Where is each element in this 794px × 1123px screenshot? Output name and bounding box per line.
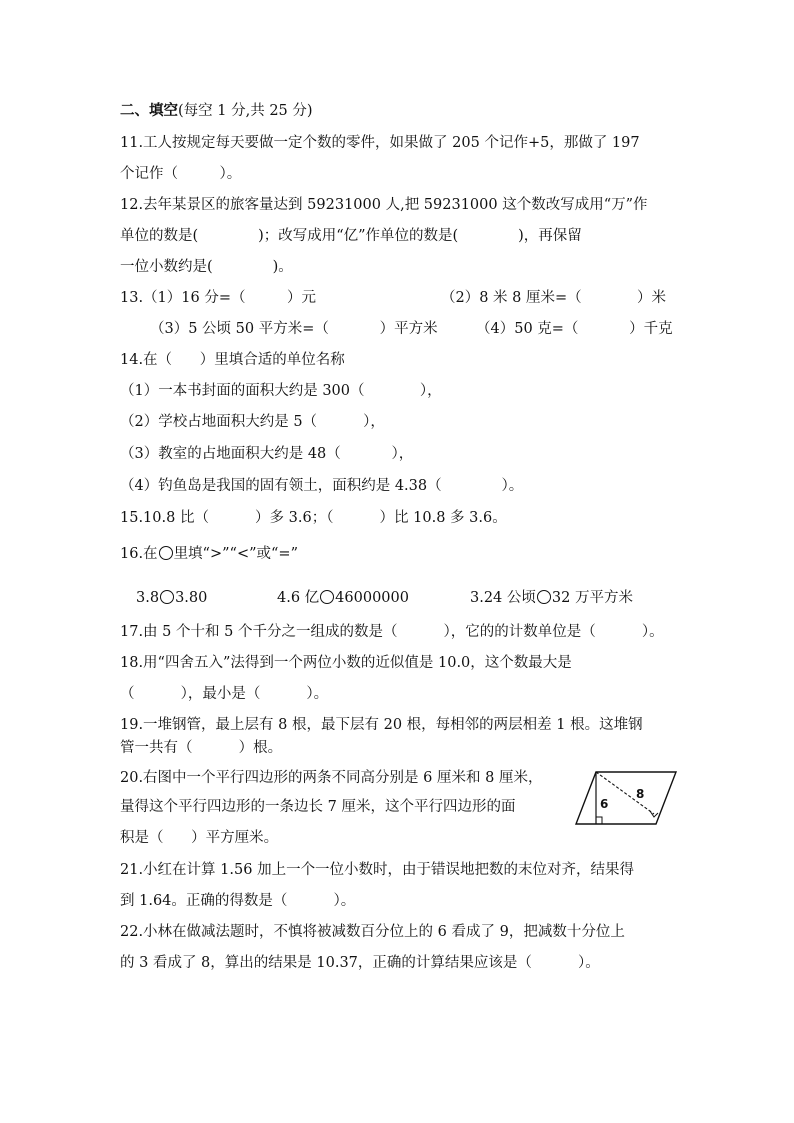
section-heading bbox=[120, 101, 313, 121]
q11-line1: 11.工人按规定每天要做一定个数的零件，如果做了 205 个记作+5，那做了 197 bbox=[120, 135, 640, 151]
q18-line2: （ ），最小是（ ）。 bbox=[120, 686, 329, 702]
q16-compare-2 bbox=[277, 588, 409, 608]
q16-1-right: 3.80 bbox=[175, 590, 208, 606]
section-note: (每空 1 分,共 25 分) bbox=[178, 103, 313, 119]
q14-item-2: （2）学校占地面积大约是 5（ ）， bbox=[120, 414, 385, 430]
q12-line2: 单位的数是( )；改写成用“亿”作单位的数是( )，再保留 bbox=[120, 228, 582, 244]
compare-circle-icon[interactable] bbox=[320, 590, 334, 604]
q22-line2: 的 3 看成了 8，算出的结果是 10.37，正确的计算结果应该是（ ）。 bbox=[120, 955, 600, 971]
q22-line1: 22.小林在做减法题时，不慎将被减数百分位上的 6 看成了 9，把减数十分位上 bbox=[120, 924, 625, 940]
right-angle-a bbox=[596, 817, 602, 824]
q20-line3: 积是（ ）平方厘米。 bbox=[120, 830, 279, 846]
q12-line1: 12.去年某景区的旅客量达到 59231000 人,把 59231000 这个数改写成用“万”作 bbox=[120, 197, 648, 213]
q18-line1: 18.用“四舍五入”法得到一个两位小数的近似值是 10.0，这个数最大是 bbox=[120, 655, 572, 671]
q11-line2: 个记作（ ）。 bbox=[120, 166, 242, 182]
height-label-b: 8 bbox=[636, 787, 645, 801]
q16-compare-3 bbox=[470, 588, 633, 608]
q13-part1: 13.（1）16 分=（ ）元 bbox=[120, 290, 316, 306]
parallelogram-shape bbox=[576, 772, 676, 824]
q16-2-right: 46000000 bbox=[335, 590, 409, 606]
q20-line2: 量得这个平行四边形的一条边长 7 厘米，这个平行四边形的面 bbox=[120, 799, 516, 815]
q14-item-4: （4）钓鱼岛是我国的固有领土，面积约是 4.38（ ）。 bbox=[120, 478, 524, 494]
q14-item-1: （1）一本书封面的面积大约是 300（ ）， bbox=[120, 383, 442, 399]
q14-item-3: （3）教室的占地面积大约是 48（ ）， bbox=[120, 446, 414, 462]
parallelogram-figure bbox=[574, 770, 680, 828]
section-title: 二、填空 bbox=[120, 102, 178, 119]
q13-part4: （4）50 克=（ ）千克 bbox=[476, 321, 673, 337]
q16-title-start: 16.在 bbox=[120, 546, 158, 562]
q21-line2: 到 1.64。正确的得数是（ ）。 bbox=[120, 893, 356, 909]
q16-3-left: 3.24 公顷 bbox=[470, 590, 536, 606]
q13-part2: （2）8 米 8 厘米=（ ）米 bbox=[441, 290, 666, 306]
q14-title: 14.在（ ）里填合适的单位名称 bbox=[120, 352, 345, 368]
q19-line1: 19.一堆钢管，最上层有 8 根，最下层有 20 根，每相邻的两层相差 1 根。这堆钢 bbox=[120, 717, 643, 733]
q16-title-end: 里填“>”“<”或“=” bbox=[173, 546, 298, 562]
q21-line1: 21.小红在计算 1.56 加上一个一位小数时，由于错误地把数的末位对齐，结果得 bbox=[120, 862, 635, 878]
q13-part3: （3）5 公顷 50 平方米=（ ）平方米 bbox=[150, 321, 438, 337]
q12-line3: 一位小数约是( )。 bbox=[120, 259, 293, 275]
q19-line2: 管一共有（ ）根。 bbox=[120, 740, 283, 756]
circle-icon bbox=[159, 546, 173, 560]
q16-title bbox=[120, 544, 298, 564]
height-label-a: 6 bbox=[600, 797, 609, 811]
q16-1-left: 3.8 bbox=[136, 590, 160, 606]
q20-line1: 20.右图中一个平行四边形的两条不同高分别是 6 厘米和 8 厘米， bbox=[120, 770, 543, 786]
compare-circle-icon[interactable] bbox=[537, 590, 551, 604]
compare-circle-icon[interactable] bbox=[160, 590, 174, 604]
q15-line1: 15.10.8 比（ ）多 3.6；（ ）比 10.8 多 3.6。 bbox=[120, 510, 507, 526]
q16-3-right: 32 万平方米 bbox=[551, 590, 633, 606]
q17-line1: 17.由 5 个十和 5 个千分之一组成的数是（ ），它的的计数单位是（ ）。 bbox=[120, 624, 664, 640]
q16-compare-1 bbox=[136, 588, 207, 608]
q16-2-left: 4.6 亿 bbox=[277, 590, 320, 606]
